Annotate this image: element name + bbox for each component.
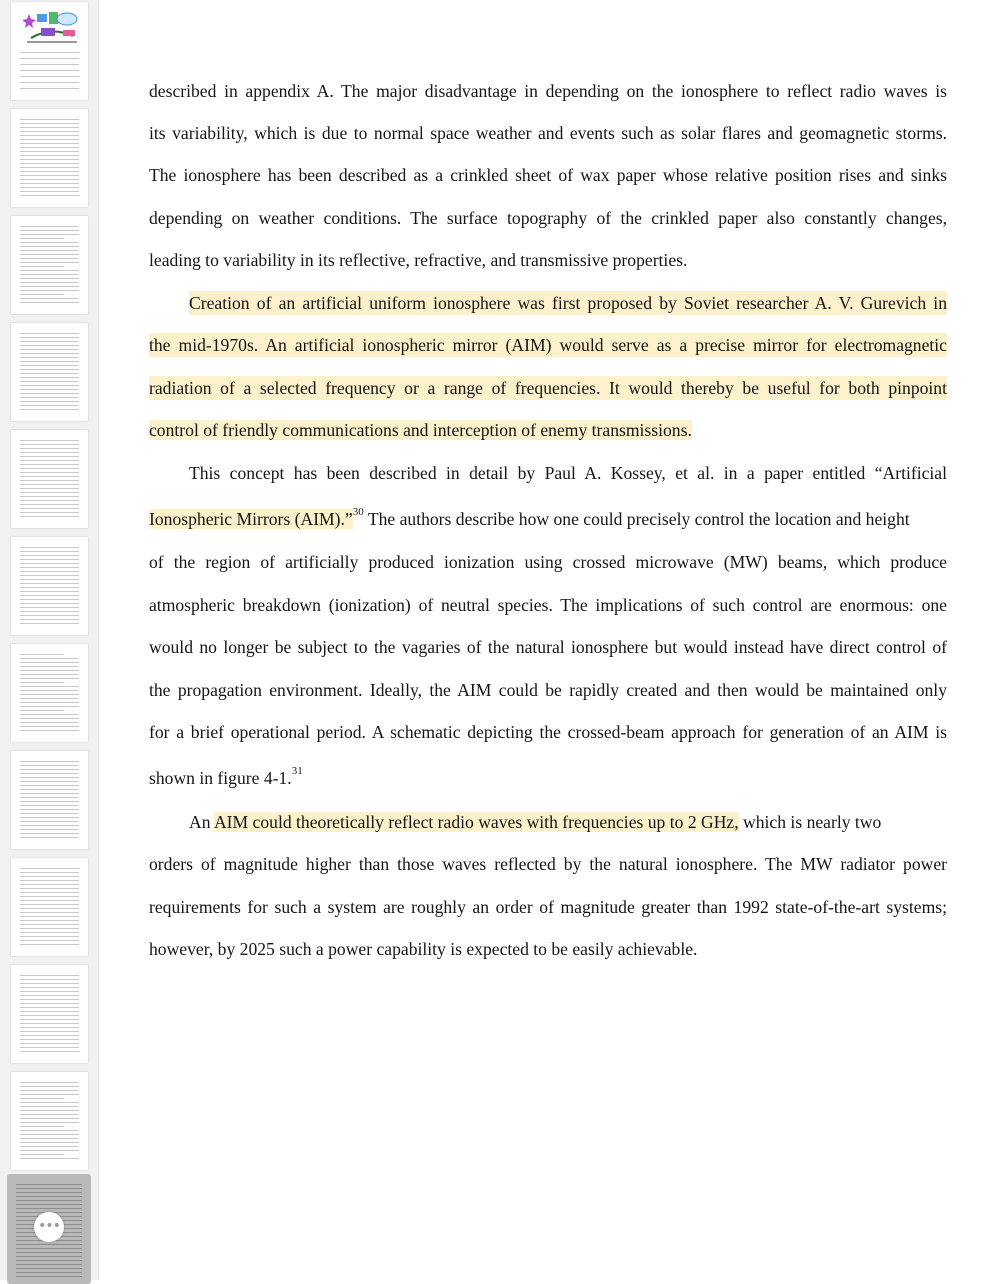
thumbnail-text-line xyxy=(16,1264,82,1265)
text-line: the propagation environment. Ideally, the AIM could be rapidly created and then would be maintained only xyxy=(149,680,947,700)
thumbnail-text-line xyxy=(20,1019,79,1020)
thumbnail-text-line xyxy=(16,1248,82,1249)
thumbnail-text-line xyxy=(20,833,79,834)
thumbnail-text-line xyxy=(20,254,79,255)
thumbnail-text-line xyxy=(16,1188,82,1189)
thumbnail-text-line xyxy=(16,1256,82,1257)
thumbnail-text-line xyxy=(20,658,79,659)
thumbnail-text-line xyxy=(20,179,79,180)
text-line: described in appendix A. The major disadvantage in depending on the ionosphere to reflect radio waves is xyxy=(149,81,947,101)
page-thumbnail[interactable] xyxy=(11,109,88,207)
text-line: atmospheric breakdown (ionization) of neutral species. The implications of such control are enormous: one xyxy=(149,595,947,615)
thumbnail-text-line xyxy=(20,1023,79,1024)
thumbnail-text-line xyxy=(20,936,79,937)
thumbnail-text-line xyxy=(20,135,79,136)
thumbnail-text-line xyxy=(20,710,64,711)
thumbnail-text-line xyxy=(20,559,79,560)
thumbnail-text-line xyxy=(20,365,79,366)
thumbnail-text-line xyxy=(20,246,79,247)
thumbnail-text-line xyxy=(20,896,79,897)
thumbnail-text-line xyxy=(20,512,79,513)
thumbnail-text-line xyxy=(20,1150,79,1151)
thumbnail-text-line xyxy=(20,983,79,984)
thumbnail-text-line xyxy=(20,722,79,723)
text-run: shown in figure 4-1. xyxy=(149,768,292,788)
thumbnail-text-line xyxy=(20,333,79,334)
thumbnail-text-line xyxy=(20,654,64,655)
thumbnail-text-line xyxy=(20,337,79,338)
thumbnail-text-line xyxy=(20,591,79,592)
thumbnail-text-line xyxy=(20,1011,79,1012)
thumbnail-text-line xyxy=(16,1276,82,1277)
page-thumbnail-current[interactable] xyxy=(7,1174,91,1284)
thumbnail-text-line xyxy=(16,1268,82,1269)
thumbnail-text-line xyxy=(20,147,79,148)
document-page xyxy=(149,0,947,1280)
thumbnail-text-line xyxy=(20,1051,79,1052)
thumbnail-text-line xyxy=(20,999,79,1000)
thumbnail-text-line xyxy=(20,908,79,909)
thumbnail-text-line xyxy=(20,242,79,243)
thumbnail-text-line xyxy=(20,813,79,814)
thumbnail-text-line xyxy=(20,706,79,707)
thumbnail-text-line xyxy=(20,975,79,976)
thumbnail-text-line xyxy=(20,876,79,877)
thumbnail-text-line xyxy=(20,1094,79,1095)
text-line: requirements for such a system are roughly an order of magnitude greater than 1992 state-of-the-art systems; xyxy=(149,897,947,917)
thumbnail-text-line xyxy=(20,829,79,830)
thumbnail-text-line xyxy=(20,270,79,271)
thumbnail-text-line xyxy=(20,837,79,838)
thumbnail-text-line xyxy=(20,662,79,663)
thumbnail-text-line xyxy=(20,583,79,584)
thumbnail-text-line xyxy=(20,781,79,782)
thumbnail-text-line xyxy=(20,730,79,731)
thumbnail-text-line xyxy=(20,480,79,481)
highlighted-text: control of friendly communications and interception of enemy transmissions. xyxy=(149,420,692,440)
page-thumbnail[interactable] xyxy=(11,751,88,849)
thumbnail-text-line xyxy=(20,1106,79,1107)
text-line: for a brief operational period. A schematic depicting the crossed-beam approach for generation of an AIM is xyxy=(149,722,947,742)
page-thumbnail[interactable] xyxy=(11,1072,88,1170)
thumbnail-text-line xyxy=(20,357,79,358)
thumbnail-text-line xyxy=(20,290,79,291)
text-line: of the region of artificially produced ionization using crossed microwave (MW) beams, which produce xyxy=(149,552,947,572)
page-thumbnail-sidebar xyxy=(0,0,99,1280)
thumbnail-text-line xyxy=(20,298,79,299)
thumbnail-text-line xyxy=(20,1114,79,1115)
thumbnail-text-line xyxy=(20,686,79,687)
thumbnail-text-line xyxy=(20,472,79,473)
thumbnail-text-line xyxy=(20,765,79,766)
thumbnail-text-line xyxy=(20,250,79,251)
thumbnail-text-line xyxy=(20,258,79,259)
thumbnail-text-line xyxy=(16,1208,82,1209)
thumbnail-text-line xyxy=(20,884,79,885)
thumbnail-text-line xyxy=(20,595,79,596)
thumbnail-text-line xyxy=(20,468,79,469)
thumbnail-text-line xyxy=(20,508,79,509)
thumbnail-text-line xyxy=(20,294,64,295)
thumbnail-text-line xyxy=(20,381,79,382)
thumbnail-text-line xyxy=(20,1158,79,1159)
thumbnail-text-line xyxy=(20,1047,79,1048)
thumbnail-text-line xyxy=(20,599,79,600)
thumbnail-text-line xyxy=(20,1090,79,1091)
thumbnail-text-line xyxy=(20,278,79,279)
thumbnail-text-line xyxy=(20,341,79,342)
thumbnail-text-line xyxy=(20,175,79,176)
text-line xyxy=(189,810,947,834)
text-line: This concept has been described in detail by Paul A. Kossey, et al. in a paper entitled “Artificial xyxy=(189,463,947,483)
thumbnail-text-line xyxy=(20,1138,79,1139)
thumbnail-text-line xyxy=(16,1244,82,1245)
thumbnail-text-line xyxy=(20,1126,64,1127)
thumbnail-text-line xyxy=(20,1015,79,1016)
thumbnail-text-line xyxy=(20,1134,79,1135)
thumbnail-text-line xyxy=(20,575,79,576)
thumbnail-text-line xyxy=(20,904,79,905)
thumbnail-text-line xyxy=(20,805,79,806)
thumbnail-text-line xyxy=(16,1196,82,1197)
page-thumbnail[interactable] xyxy=(11,644,88,742)
thumbnail-text-line xyxy=(20,171,79,172)
text-run: An xyxy=(189,812,214,832)
footnote-ref-31[interactable]: 31 xyxy=(291,765,303,778)
thumbnail-text-line xyxy=(20,139,79,140)
highlighted-text-line: radiation of a selected frequency or a range of frequencies. It would thereby be useful for both pinpoint xyxy=(149,378,947,398)
thumbnail-text-line xyxy=(20,369,79,370)
thumbnail-text-line xyxy=(20,131,79,132)
thumbnail-text-line xyxy=(20,619,79,620)
thumbnail-text-line xyxy=(20,234,79,235)
figure-thumbnail-icon xyxy=(23,8,81,46)
thumbnail-text-line xyxy=(20,155,79,156)
thumbnail-text-line xyxy=(20,377,79,378)
thumbnail-text-line xyxy=(20,1043,79,1044)
thumbnail-text-line xyxy=(20,262,79,263)
thumbnail-text-line xyxy=(20,825,79,826)
thumbnail-text-line xyxy=(20,187,79,188)
thumbnail-text-line xyxy=(20,238,64,239)
thumbnail-text-line xyxy=(20,183,79,184)
thumbnail-text-line xyxy=(20,579,79,580)
thumbnail-text-line xyxy=(20,888,79,889)
thumbnail-text-line xyxy=(20,389,79,390)
thumbnail-text-line xyxy=(20,1098,64,1099)
thumbnail-text-line xyxy=(20,726,79,727)
thumbnail-text-line xyxy=(20,373,79,374)
thumbnail-text-line xyxy=(20,286,79,287)
thumbnail-text-line xyxy=(20,1007,79,1008)
thumbnail-text-line xyxy=(20,488,79,489)
thumbnail-text-line xyxy=(20,793,79,794)
thumbnail-text-line xyxy=(20,504,79,505)
thumbnail-text-line xyxy=(20,452,79,453)
thumbnail-text-line xyxy=(20,682,64,683)
thumbnail-text-line xyxy=(20,393,79,394)
text-line: leading to variability in its reflective, refractive, and transmissive properties. xyxy=(149,250,688,270)
thumbnail-text-line xyxy=(20,405,79,406)
thumbnail-text-line xyxy=(20,1035,79,1036)
thumbnail-text-line xyxy=(20,868,79,869)
thumbnail-text-line xyxy=(20,912,79,913)
thumbnail-text-line xyxy=(20,670,79,671)
thumbnail-text-line xyxy=(20,615,79,616)
text-line xyxy=(149,766,947,790)
thumbnail-text-line xyxy=(20,690,79,691)
thumbnail-text-line xyxy=(20,167,79,168)
thumbnail-text-line xyxy=(20,789,79,790)
thumbnail-text-line xyxy=(20,623,79,624)
thumbnail-text-line xyxy=(20,944,79,945)
thumbnail-text-line xyxy=(20,880,79,881)
text-line: its variability, which is due to normal space weather and events such as solar flares and geomagnetic storms. xyxy=(149,123,947,143)
thumbnail-text-line xyxy=(20,401,79,402)
thumbnail-text-line xyxy=(20,191,79,192)
thumbnail-text-line xyxy=(20,1142,79,1143)
thumbnail-text-line xyxy=(20,769,79,770)
thumbnail-text-line xyxy=(20,230,79,231)
page-thumbnail[interactable] xyxy=(11,2,88,100)
thumbnail-text-line xyxy=(20,718,79,719)
highlighted-text-line: Creation of an artificial uniform ionosphere was first proposed by Soviet researcher A. V. Gurevich in xyxy=(189,293,947,313)
thumbnail-text-line xyxy=(20,195,79,196)
thumbnail-text-line xyxy=(20,159,79,160)
thumbnail-text-line xyxy=(20,678,79,679)
thumbnail-text-line xyxy=(20,702,79,703)
thumbnail-text-line xyxy=(20,987,79,988)
thumbnail-text-line xyxy=(20,274,79,275)
thumbnail-text-line xyxy=(20,817,79,818)
thumbnail-text-line xyxy=(20,1110,79,1111)
thumbnail-text-line xyxy=(20,991,79,992)
text-run: The authors describe how one could precisely control the location and height xyxy=(363,509,910,529)
highlighted-text: AIM could theoretically reflect radio waves with frequencies up to 2 GHz, xyxy=(213,812,739,832)
thumbnail-text-line xyxy=(20,444,79,445)
thumbnail-text-line xyxy=(20,345,79,346)
thumbnail-text-line xyxy=(20,603,79,604)
thumbnail-text-line xyxy=(20,694,79,695)
thumbnail-text-line xyxy=(20,920,79,921)
page-thumbnail[interactable] xyxy=(11,430,88,528)
thumbnail-text-line xyxy=(20,282,79,283)
thumbnail-text-line xyxy=(20,916,79,917)
text-line: The ionosphere has been described as a crinkled sheet of wax paper whose relative position rises and sinks xyxy=(149,165,947,185)
thumbnail-text-line xyxy=(20,995,79,996)
thumbnail-text-line xyxy=(20,785,79,786)
thumbnail-text-line xyxy=(20,123,79,124)
text-line: however, by 2025 such a power capability is expected to be easily achievable. xyxy=(149,939,698,959)
thumbnail-text-line xyxy=(20,460,79,461)
page-thumbnail[interactable] xyxy=(11,216,88,314)
thumbnail-text-line xyxy=(20,1039,79,1040)
thumbnail-text-line xyxy=(20,1082,79,1083)
thumbnail-text-line xyxy=(20,928,79,929)
thumbnail-text-line xyxy=(20,516,79,517)
thumbnail-text-line xyxy=(20,674,79,675)
thumbnail-text-line xyxy=(20,464,79,465)
thumbnail-text-line xyxy=(20,163,79,164)
page-thumbnail[interactable] xyxy=(11,858,88,956)
text-line xyxy=(149,507,947,531)
thumbnail-text-line xyxy=(20,821,79,822)
footnote-ref-30[interactable]: 30 xyxy=(352,506,364,519)
thumbnail-text-line xyxy=(20,714,79,715)
thumbnail-text-line xyxy=(20,892,79,893)
thumbnail-text-line xyxy=(20,143,79,144)
thumbnail-text-line xyxy=(20,440,79,441)
thumbnail-text-line xyxy=(20,1118,79,1119)
text-line: orders of magnitude higher than those waves reflected by the natural ionosphere. The MW radiator power xyxy=(149,854,947,874)
thumbnail-text-line xyxy=(20,1031,79,1032)
thumbnail-text-line xyxy=(20,353,79,354)
highlighted-citation-title: Ionospheric Mirrors (AIM).” xyxy=(149,509,353,529)
thumbnail-text-line xyxy=(20,302,79,303)
thumbnail-text-line xyxy=(20,773,79,774)
thumbnail-text-line xyxy=(20,448,79,449)
thumbnail-text-line xyxy=(20,1154,64,1155)
thumbnail-text-line xyxy=(16,1252,82,1253)
thumbnail-text-line xyxy=(20,151,79,152)
thumbnail-text-line xyxy=(20,611,79,612)
thumbnail-text-line xyxy=(20,872,79,873)
highlighted-text-line: the mid-1970s. An artificial ionospheric mirror (AIM) would serve as a precise mirror for electromagnetic xyxy=(149,335,947,355)
thumbnail-text-line xyxy=(20,385,79,386)
thumbnail-text-line xyxy=(20,1102,79,1103)
thumbnail-text-line xyxy=(20,1130,79,1131)
text-line xyxy=(149,418,947,442)
thumbnail-text-line xyxy=(20,1027,79,1028)
thumbnail-text-line xyxy=(20,666,79,667)
thumbnail-text-line xyxy=(20,127,79,128)
thumbnail-text-line xyxy=(16,1204,82,1205)
thumbnail-text-line xyxy=(20,496,79,497)
thumbnail-text-line xyxy=(20,587,79,588)
thumbnail-text-line xyxy=(20,809,79,810)
thumbnail-text-line xyxy=(20,571,79,572)
text-run: which is nearly two xyxy=(738,812,882,832)
thumbnail-text-line xyxy=(20,500,79,501)
thumbnail-text-line xyxy=(20,932,79,933)
thumbnail-text-line xyxy=(20,1122,79,1123)
thumbnail-text-line xyxy=(20,119,79,120)
thumbnail-text-line xyxy=(20,456,79,457)
thumbnail-text-line xyxy=(20,1146,79,1147)
thumbnail-text-line xyxy=(16,1200,82,1201)
more-options-button[interactable] xyxy=(34,1212,64,1242)
thumbnail-text-line xyxy=(16,1184,82,1185)
thumbnail-text-line xyxy=(20,777,79,778)
thumbnail-text-line xyxy=(20,900,79,901)
thumbnail-text-line xyxy=(20,801,79,802)
thumbnail-text-line xyxy=(20,555,79,556)
thumbnail-text-line xyxy=(20,361,79,362)
thumbnail-text-line xyxy=(20,563,79,564)
thumbnail-text-line xyxy=(20,797,79,798)
thumbnail-text-line xyxy=(16,1260,82,1261)
thumbnail-text-line xyxy=(20,567,79,568)
thumbnail-text-line xyxy=(20,607,79,608)
thumbnail-text-line xyxy=(20,979,79,980)
thumbnail-text-line xyxy=(20,226,79,227)
thumbnail-text-line xyxy=(20,349,79,350)
thumbnail-text-line xyxy=(16,1192,82,1193)
thumbnail-text-line xyxy=(20,551,79,552)
thumbnail-text-line xyxy=(20,1003,79,1004)
thumbnail-text-line xyxy=(20,492,79,493)
page-thumbnail[interactable] xyxy=(11,537,88,635)
thumbnail-text-line xyxy=(20,484,79,485)
thumbnail-text-line xyxy=(20,266,64,267)
text-line: depending on weather conditions. The surface topography of the crinkled paper also constantly changes, xyxy=(149,208,947,228)
page-thumbnail[interactable] xyxy=(11,323,88,421)
thumbnail-text-line xyxy=(20,547,79,548)
thumbnail-text-line xyxy=(20,1086,79,1087)
thumbnail-text-line xyxy=(16,1272,82,1273)
thumbnail-text-line xyxy=(20,940,79,941)
thumbnail-text-line xyxy=(20,476,79,477)
thumbnail-text-line xyxy=(20,397,79,398)
thumbnail-text-line xyxy=(20,761,79,762)
text-line: would no longer be subject to the vagaries of the natural ionosphere but would instead have direct control of xyxy=(149,637,947,657)
thumbnail-text-line xyxy=(20,924,79,925)
page-thumbnail[interactable] xyxy=(11,965,88,1063)
thumbnail-text-line xyxy=(20,409,79,410)
ellipsis-icon: ••• xyxy=(38,1218,60,1234)
thumbnail-text-line xyxy=(20,698,79,699)
